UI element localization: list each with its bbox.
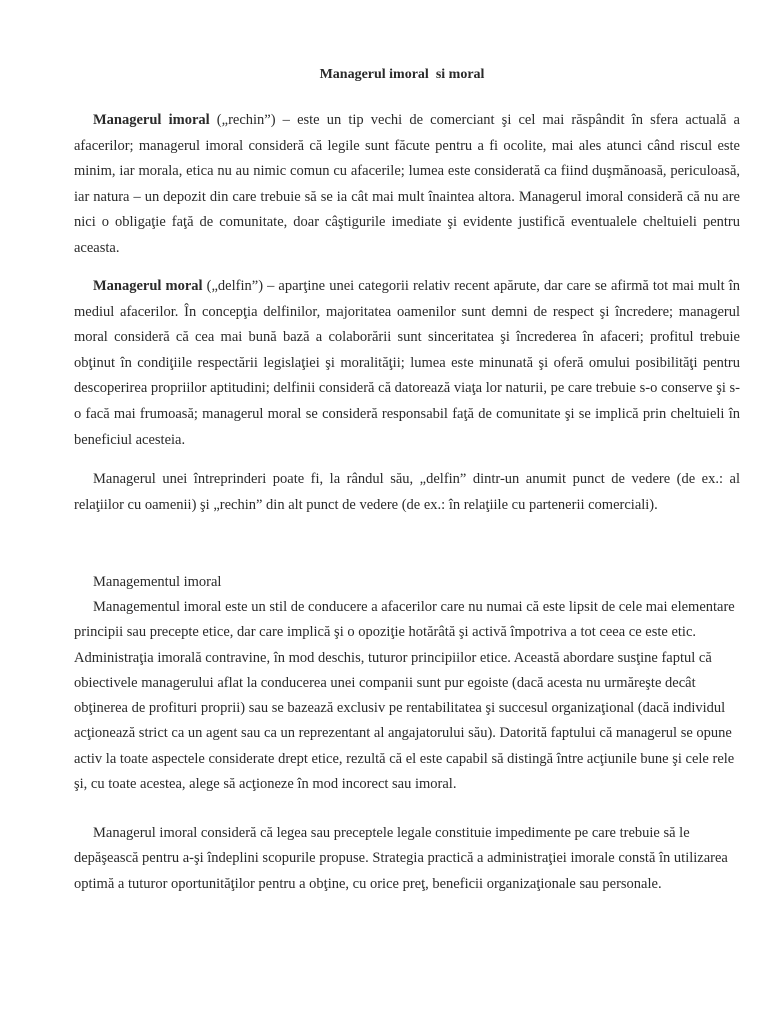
section-paragraph-2: Managerul imoral consideră că legea sau preceptele legale constituie impedimente pe care trebuie să le depăşească pentru a-şi îndeplini scopurile propuse. Strategia practică a administraţiei imorale constă în utilizarea optimă a tuturor oportunităţilor pentru a obţine, cu orice preţ, beneficii organizaţionale sau personale. <box>74 825 728 892</box>
paragraph-text: („rechin”) – este un tip vechi de comerciant şi cel mai răspândit în sfera actuală a afacerilor; managerul imoral consideră că legile sunt făcute pentru a fi ocolite, mai ales atunci când riscul este minim, iar morala, etica nu au nimic comun cu afacerile; lumea este considerată ca fiind duşmănoasă, periculoasă, iar natura – un depozit din care trebuie să se ia cât mai mult înaintea altora. Managerul imoral consideră că nu are nici o obligaţie faţă de comunitate, doar câştigurile imediate şi evidente justifică eventualele cheltuieli pentru aceasta. <box>74 112 740 256</box>
paragraph-text: („delfin”) – aparţine unei categorii relativ recent apărute, dar care se afirmă tot mai mult în mediul afacerilor. În concepţia delfinilor, majoritatea oamenilor sunt demni de respect şi încredere; managerul moral consideră că cea mai bună bază a colaborării sunt sinceritatea şi încrederea în afaceri; profitul trebuie obţinut în condiţiile respectării legislaţiei şi moralităţii; lumea este minunată şi oferă omului posibilităţi pentru descoperirea propriilor aptitudini; delfinii consideră că datorează viaţa lor naturii, pe care trebuie s-o conserve şi s-o facă mai frumoasă; managerul moral se consideră responsabil faţă de comunitate şi se implică prin cheltuieli în beneficiul acesteia. <box>74 278 740 448</box>
section-heading: Managementul imoral <box>93 574 222 590</box>
section-paragraph-1: Managementul imoral este un stil de conducere a afacerilor care nu numai că este lipsit de cele mai elementare principii sau precepte etice, dar care implică şi o opoziţie hotărâtă şi activă împotriva a tot ceea ce este etic. Administraţia imorală contravine, în mod deschis, tuturor principiilor etice. Această abordare susţine faptul că obiectivele managerului aflat la conducerea unei companii sunt pur egoiste (dacă acesta nu urmăreşte decât obţinerea de profituri proprii) sau se bazează exclusiv pe rentabilitatea şi succesul organizaţional (dacă individul acţionează strict ca un agent sau ca un reprezentant al angajatorului său). Datorită faptului că managerul se opune activ la toate aspectele considerate drept etice, rezultă că el este capabil să distingă între acţiunile bune şi cele rele şi, cu toate acestea, alege să acţioneze în mod incorect sau imoral. <box>74 599 735 793</box>
document-title: Managerul imoral si moral <box>319 67 485 82</box>
paragraph-lead-term: Managerul imoral <box>93 112 210 128</box>
paragraph-immoral-manager <box>74 108 740 262</box>
paragraph-moral-manager <box>74 274 740 453</box>
paragraph-dolphin-shark: Managerul unei întreprinderi poate fi, la rândul său, „delfin” dintr-un anumit punct de vedere (de ex.: al relaţiilor cu oamenii) şi „rechin” din alt punct de vedere (de ex.: în relaţiile cu partenerii comerciali). <box>74 471 740 513</box>
paragraph-lead-term: Managerul moral <box>93 278 203 294</box>
